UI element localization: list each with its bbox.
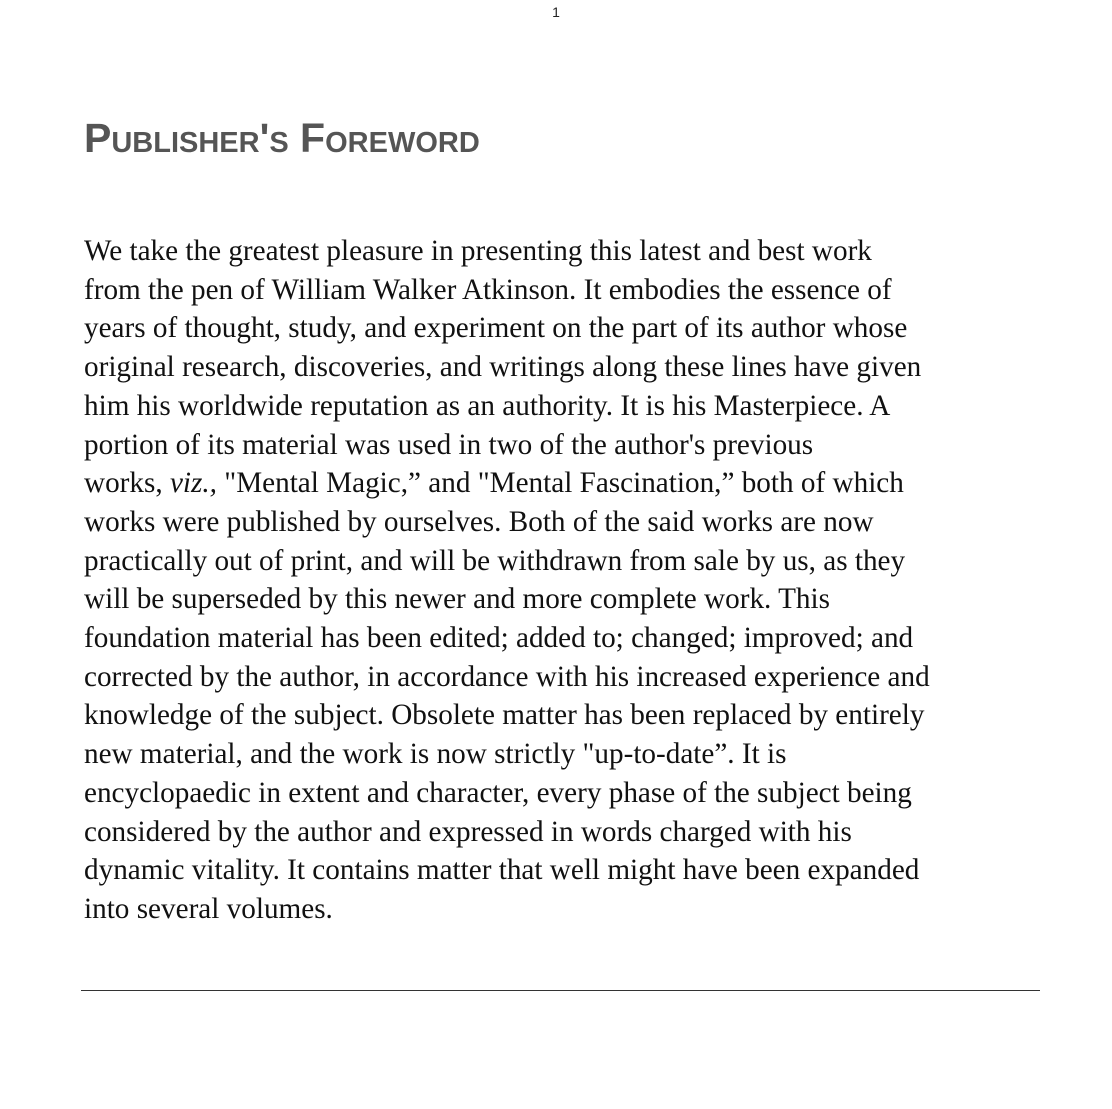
paragraph-line xyxy=(84,464,1044,503)
paragraph-line: into several volumes. xyxy=(84,892,333,925)
page-number: 1 xyxy=(552,4,560,20)
paragraph-line: We take the greatest pleasure in presenting this latest and best work xyxy=(84,235,872,267)
line-text: works, xyxy=(84,467,170,500)
italic-text: viz., xyxy=(169,467,217,500)
horizontal-divider xyxy=(81,990,1040,991)
paragraph-line: practically out of print, and will be withdrawn from sale by us, as they xyxy=(84,544,906,577)
paragraph-line: dynamic vitality. It contains matter that well might have been expanded xyxy=(84,854,920,887)
paragraph-line: knowledge of the subject. Obsolete matter has been replaced by entirely xyxy=(84,699,925,732)
page-title: Publisher's Foreword xyxy=(84,115,480,161)
paragraph-line: original research, discoveries, and writings along these lines have given xyxy=(84,351,922,384)
paragraph-line: foundation material has been edited; added to; changed; improved; and xyxy=(84,622,914,655)
paragraph-line: corrected by the author, in accordance with his increased experience and xyxy=(84,660,930,693)
paragraph-line: from the pen of William Walker Atkinson. It embodies the essence of xyxy=(84,273,892,306)
line-text: "Mental Magic,” and "Mental Fascination,” both of which xyxy=(216,467,904,500)
paragraph-line: works were published by ourselves. Both of the said works are now xyxy=(84,505,874,538)
paragraph-line: new material, and the work is now strictly "up-to-date”. It is xyxy=(84,738,787,771)
paragraph-line: years of thought, study, and experiment on the part of its author whose xyxy=(84,312,908,345)
paragraph-line: will be superseded by this newer and more complete work. This xyxy=(84,583,830,616)
paragraph-line: him his worldwide reputation as an authority. It is his Masterpiece. A xyxy=(84,389,891,422)
paragraph-line: encyclopaedic in extent and character, every phase of the subject being xyxy=(84,776,912,809)
paragraph-line: considered by the author and expressed in words charged with his xyxy=(84,815,852,848)
paragraph-line: portion of its material was used in two of the author's previous xyxy=(84,428,814,461)
foreword-paragraph xyxy=(84,232,1044,929)
